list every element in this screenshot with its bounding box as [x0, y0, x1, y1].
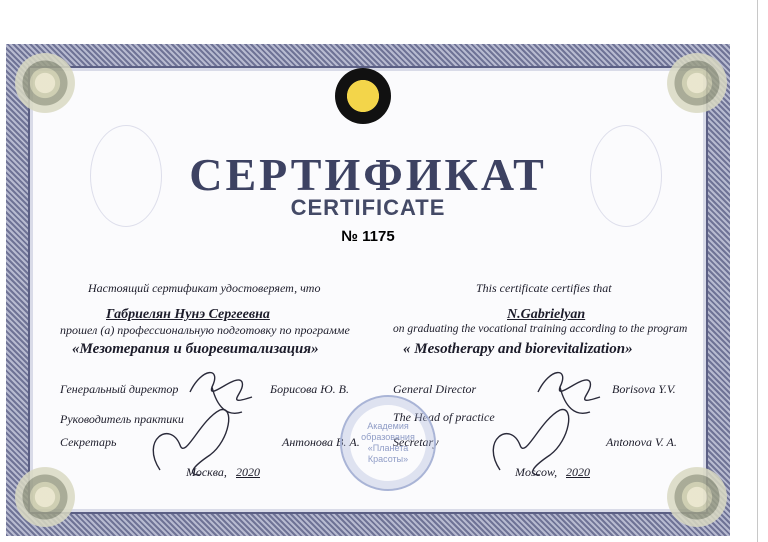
corner-rosette [662, 48, 732, 118]
en-director-label: General Director [393, 382, 477, 396]
ru-secretary-label: Секретарь [60, 435, 117, 449]
en-program-name: « Mesotherapy and biorevitalization» [403, 341, 633, 357]
quality-seal [335, 68, 391, 124]
certificate-subtitle: CERTIFICATE [290, 195, 446, 220]
en-director-name: Borisova Y.V. [612, 382, 676, 396]
page-edge [757, 0, 758, 542]
ru-head-label: Руководитель практики [60, 412, 184, 426]
ru-city: Москва, [186, 465, 227, 479]
en-secretary-label: Secretary [393, 435, 439, 449]
en-training-text: on graduating the vocational training according to the program [393, 323, 688, 335]
en-city: Moscow, [515, 465, 558, 479]
ru-year: 2020 [236, 465, 260, 479]
en-secretary-name: Antonova V. A. [606, 435, 677, 449]
head-signature-ru [140, 400, 250, 480]
certificate-number: № 1175 [341, 228, 395, 245]
head-signature-en [480, 400, 590, 480]
corner-rosette [10, 48, 80, 118]
ru-director-label: Генеральный директор [60, 382, 179, 396]
stamp-text: Академия образования «Планета Красоты» [361, 421, 415, 464]
en-year: 2020 [566, 465, 590, 479]
ru-certifies-text: Настоящий сертификат удостоверяет, что [88, 281, 321, 295]
corner-rosette [10, 462, 80, 532]
en-recipient-name: N.Gabrielyan [507, 307, 586, 322]
corner-rosette [662, 462, 732, 532]
organization-stamp [340, 395, 436, 491]
certificate-title: СЕРТИФИКАТ [189, 149, 547, 200]
en-head-label: The Head of practice [393, 410, 495, 424]
ru-training-text: прошел (а) профессиональную подготовку по программе [60, 323, 350, 337]
ru-director-name: Борисова Ю. В. [270, 382, 349, 396]
en-certifies-text: This certificate certifies that [476, 281, 612, 295]
ru-recipient-name: Габриелян Нунэ Сергеевна [106, 307, 270, 322]
ru-secretary-name: Антонова В. А. [282, 435, 360, 449]
ru-program-name: «Мезотерапия и биоревитализация» [72, 341, 319, 357]
